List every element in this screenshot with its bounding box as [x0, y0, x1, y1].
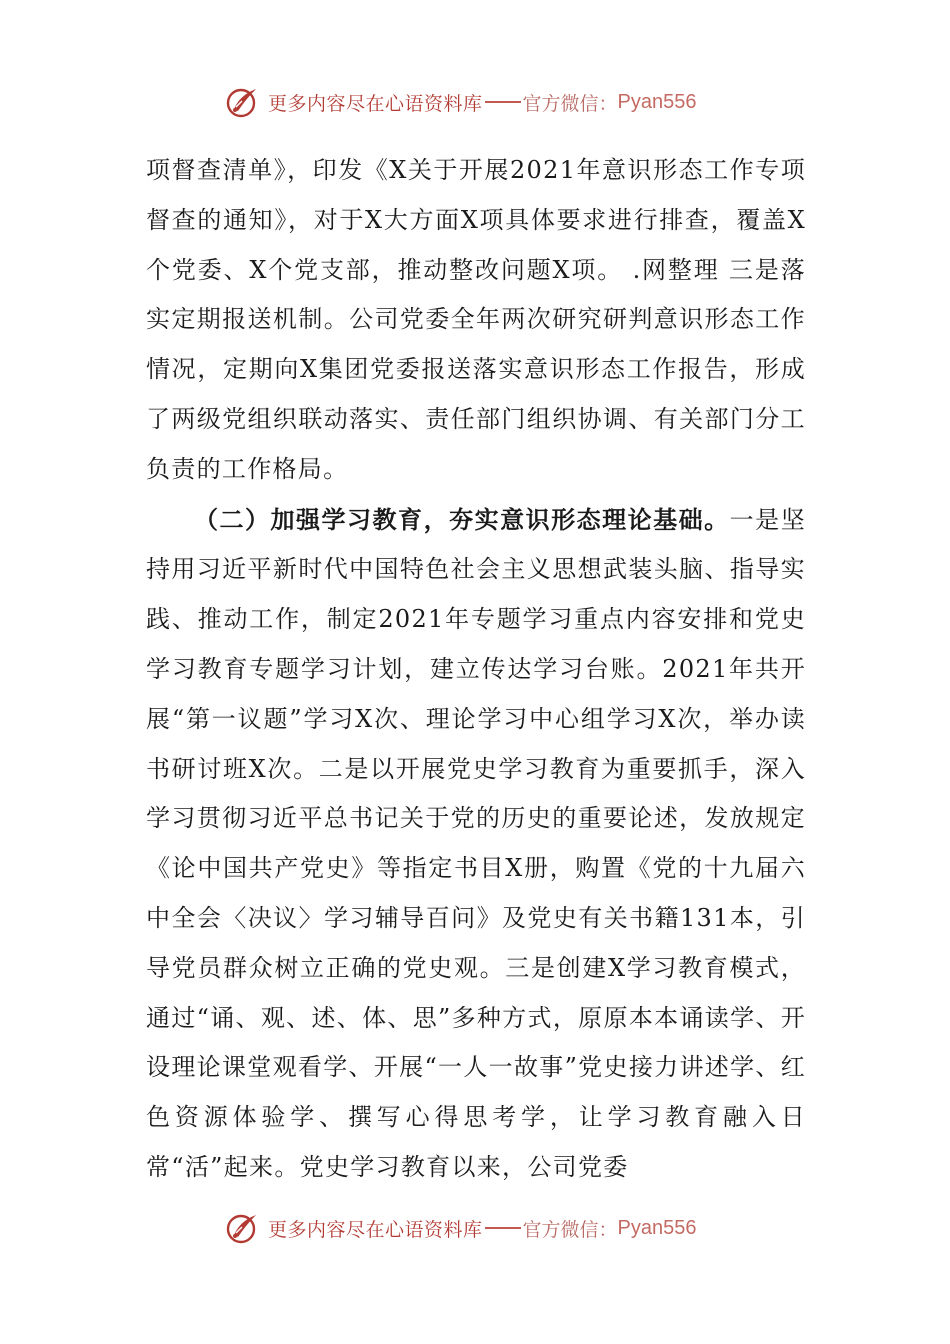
- banner-wechat-id: Pyan556: [617, 1216, 697, 1239]
- banner-text: 更多内容尽在心语资料库: [268, 1218, 483, 1241]
- pen-logo-icon: [226, 1211, 260, 1245]
- document-body: [146, 146, 806, 1193]
- pen-logo-icon: [226, 85, 260, 119]
- paragraph-2-body: 一是坚持用习近平新时代中国特色社会主义思想武装头脑、指导实践、推动工作，制定2021年专题学习重点内容安排和党史学习教育专题学习计划，建立传达学习台账。2021年共开展“第一议题”学习X次、理论学习中心组学习X次，举办读书研讨班X次。二是以开展党史学习教育为重要抓手，深入学习贯彻习近平总书记关于党的历史的重要论述，发放规定《论中国共产党史》等指定书目X册，购置《党的十九届六中全会〈决议〉学习辅导百问》及党史有关书籍131本，引导党员群众树立正确的党史观。三是创建X学习教育模式，通过“诵、观、述、体、思”多种方式，原原本本诵读学、开设理论课堂观看学、开展“一人一故事”党史接力讲述学、红色资源体验学、撰写心得思考学，让学习教育融入日常“活”起来。党史学习教育以来，公司党委: [146, 505, 806, 1181]
- banner-dash: [485, 1227, 521, 1229]
- banner-wechat-id: Pyan556: [617, 90, 697, 113]
- paragraph-2-heading: （二）加强学习教育，夯实意识形态理论基础。: [194, 504, 730, 534]
- banner-wechat-label: 官方微信：: [522, 92, 618, 115]
- banner-wechat-label: 官方微信：: [522, 1218, 618, 1241]
- paragraph-2: [146, 495, 806, 1193]
- footer-watermark-banner: [226, 1208, 726, 1248]
- paragraph-1: 项督查清单》，印发《X关于开展2021年意识形态工作专项督查的通知》，对于X大方面X项具体要求进行排查，覆盖X个党委、X个党支部，推动整改问题X项。 .网整理 三是落实定期报送机制。公司党委全年两次研究研判意识形态工作情况，定期向X集团党委报送落实意识形态工作报告，形成了两级党组织联动落实、责任部门组织协调、有关部门分工负责的工作格局。: [146, 156, 806, 483]
- banner-text: 更多内容尽在心语资料库: [268, 92, 483, 115]
- header-watermark-banner: [226, 82, 726, 122]
- banner-dash: [485, 101, 521, 103]
